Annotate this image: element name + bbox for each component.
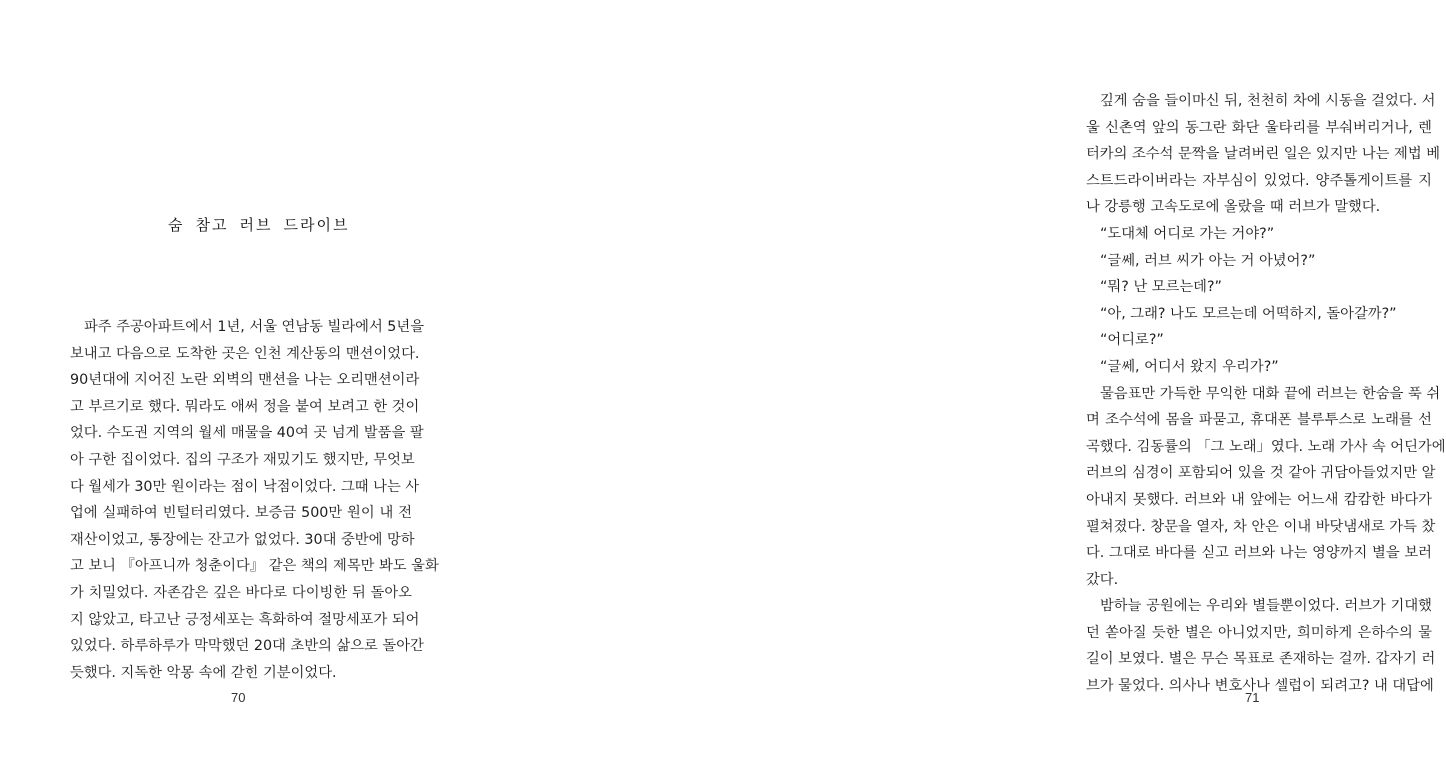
text-line: 90년대에 지어진 노란 외벽의 맨션을 나는 오리맨션이라 xyxy=(70,372,420,389)
text-line: 길이 보였다. 별은 무슨 목표로 존재하는 걸까. 갑자기 러 xyxy=(1086,651,1436,668)
text-line: 지 않았고, 타고난 긍정세포는 흑화하여 절망세포가 되어 xyxy=(70,611,420,628)
text-line: 재산이었고, 통장에는 잔고가 없었다. 30대 중반에 망하 xyxy=(70,531,415,548)
text-line: 가 치밀었다. 자존감은 깊은 바다로 다이빙한 뒤 돌아오 xyxy=(70,584,412,601)
text-line: 던 쏟아질 듯한 별은 아니었지만, 희미하게 은하수의 물 xyxy=(1086,624,1432,641)
text-line: 러브의 심경이 포함되어 있을 것 같아 귀담아들었지만 알 xyxy=(1086,465,1436,482)
text-line: 펼쳐졌다. 창문을 열자, 차 안은 이내 바닷냄새로 가득 찼 xyxy=(1086,518,1436,535)
text-line: 듯했다. 지독한 악몽 속에 갇힌 기분이었다. xyxy=(70,664,337,681)
text-line: “글쎄, 러브 씨가 아는 거 아녔어?” xyxy=(1100,252,1316,269)
right-page-body xyxy=(1086,88,1446,700)
text-line: 물음표만 가득한 무익한 대화 끝에 러브는 한숨을 푹 쉬 xyxy=(1100,385,1441,402)
text-line: 브가 물었다. 의사나 변호사나 셀럽이 되려고? 내 대답에 xyxy=(1086,678,1434,695)
text-line: 스트드라이버라는 자부심이 있었다. 양주톨게이트를 지 xyxy=(1086,172,1432,189)
text-line: “뭐? 난 모르는데?” xyxy=(1100,279,1222,296)
text-line: “아, 그래? 나도 모르는데 어떡하지, 돌아갈까?” xyxy=(1100,305,1397,322)
text-line: 밤하늘 공원에는 우리와 별들뿐이었다. 러브가 기대했 xyxy=(1100,598,1432,615)
text-line: 있었다. 하루하루가 막막했던 20대 초반의 삶으로 돌아간 xyxy=(70,638,424,655)
text-line: 파주 주공아파트에서 1년, 서울 연남동 빌라에서 5년을 xyxy=(84,319,425,335)
text-line: 곡했다. 김동률의 「그 노래」였다. 노래 가사 속 어딘가에 xyxy=(1086,438,1446,455)
text-line: “어디로?” xyxy=(1100,332,1164,349)
left-page xyxy=(0,0,500,775)
text-line: 고 부르기로 했다. 뭐라도 애써 정을 붙여 보려고 한 것이 xyxy=(70,398,420,415)
page-number-right: 71 xyxy=(1245,690,1260,705)
page-number-left: 70 xyxy=(231,690,246,705)
text-line: 울 신촌역 앞의 동그란 화단 울타리를 부숴버리거나, 렌 xyxy=(1086,119,1432,136)
right-page xyxy=(500,0,1446,775)
text-line: 갔다. xyxy=(1086,571,1119,588)
text-line: 업에 실패하여 빈털터리였다. 보증금 500만 원이 내 전 xyxy=(70,505,412,522)
text-line: 다. 그대로 바다를 싣고 러브와 나는 영양까지 별을 보러 xyxy=(1086,545,1432,562)
text-line: “글쎄, 어디서 왔지 우리가?” xyxy=(1100,358,1279,375)
text-line: 며 조수석에 몸을 파묻고, 휴대폰 블루투스로 노래를 선 xyxy=(1086,412,1432,429)
text-line: 아 구한 집이었다. 집의 구조가 재밌기도 했지만, 무엇보 xyxy=(70,451,415,468)
text-line: 깊게 숨을 들이마신 뒤, 천천히 차에 시동을 걸었다. 서 xyxy=(1100,93,1436,109)
text-line: 터카의 조수석 문짝을 날려버린 일은 있지만 나는 제법 베 xyxy=(1086,146,1441,163)
text-line: 고 보니 『아프니까 청춘이다』 같은 책의 제목만 봐도 울화 xyxy=(70,558,439,575)
text-line: 아내지 못했다. 러브와 내 앞에는 어느새 캄캄한 바다가 xyxy=(1086,491,1432,508)
text-line: “도대체 어디로 가는 거야?” xyxy=(1100,225,1275,242)
chapter-title: 숨 참고 러브 드라이브 xyxy=(168,216,350,234)
text-line: 었다. 수도권 지역의 월세 매물을 40여 곳 넘게 발품을 팔 xyxy=(70,425,424,442)
text-line: 보내고 다음으로 도착한 곳은 인천 계산동의 맨션이었다. xyxy=(70,345,420,362)
text-line: 다 월세가 30만 원이라는 점이 낙점이었다. 그때 나는 사 xyxy=(70,478,420,495)
left-page-body xyxy=(70,314,439,686)
text-line: 나 강릉행 고속도로에 올랐을 때 러브가 말했다. xyxy=(1086,199,1381,216)
